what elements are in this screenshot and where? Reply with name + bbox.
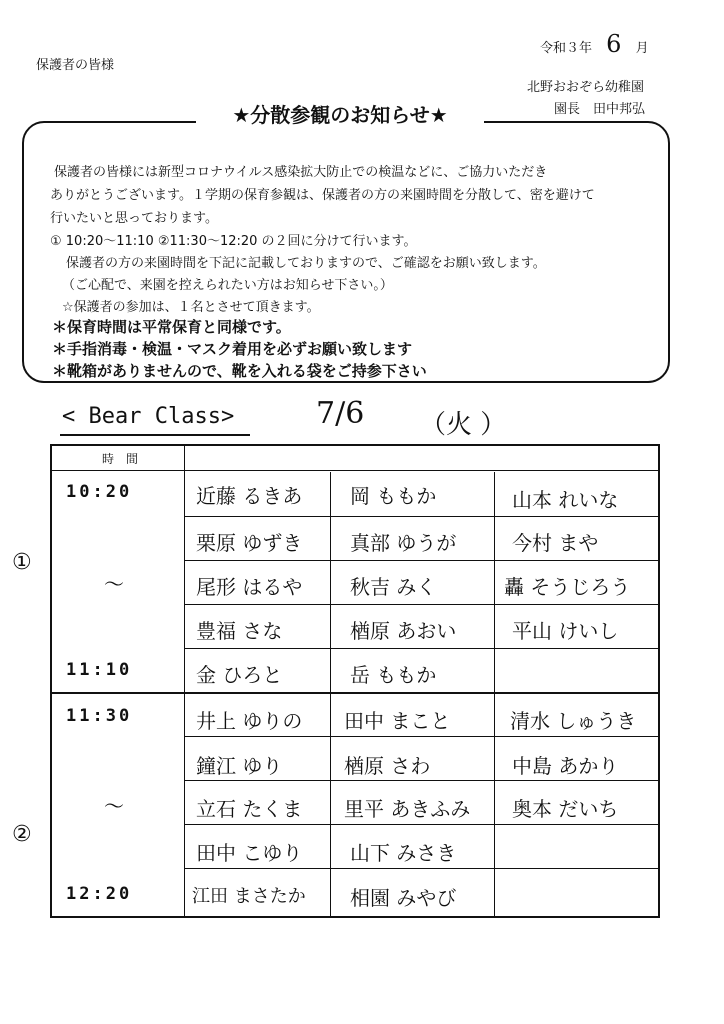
notice-line: ① 10:20～11:10 ②11:30～12:20 の２回に分けて行います。 [50,234,417,249]
child-name: 栗原 ゆずき [196,531,303,555]
month-unit: 月 [635,41,649,56]
child-name: 岡 ももか [350,484,437,508]
notice-bold-line: ＊手指消毒・検温・マスク着用を必ずお願い致します [52,340,413,358]
child-name: 山本 れいな [512,488,619,512]
child-name: 平山 けいし [512,619,619,643]
child-name: 山下 みさき [350,841,457,865]
child-name: 中島 あかり [512,754,619,778]
child-name: 真部 ゆうが [350,531,457,555]
child-name: 相園 みやび [350,886,457,910]
session-end-time: 12:20 [66,884,133,904]
notice-bold-line: ＊保育時間は平常保育と同様です。 [52,318,291,336]
notice-line: ありがとうございます。１学期の保育参観は、保護者の方の来園時間を分散して、密を避けて [50,188,595,203]
child-name: 岳 ももか [350,663,437,687]
notice-line: （ご心配で、来園を控えられたい方はお知らせ下さい。） [62,278,393,293]
child-name: 田中 こゆり [196,841,303,865]
time-header: 時 間 [102,452,139,466]
child-name: 轟 そうじろう [504,575,631,599]
notice-line: 保護者の皆様には新型コロナウイルス感染拡大防止での検温などに、ご協力いただき [54,165,548,180]
child-name: 江田 まさたか [192,886,306,907]
notice-line: 行いたいと思っております。 [50,211,218,226]
child-name: 楢原 あおい [350,619,457,643]
class-title: < Bear Class> [62,404,235,429]
session-marker: ① [12,550,32,575]
class-title-underline [60,434,250,436]
school-name: 北野おおぞら幼稚園 [527,80,645,95]
event-day: （火 ） [420,410,507,440]
child-name: 豊福 さな [196,619,283,643]
child-name: 金 ひろと [196,663,283,687]
child-name: 近藤 るきあ [196,484,303,508]
session-marker: ② [12,822,32,847]
child-name: 鐘江 ゆり [196,754,283,778]
event-date: 7/6 [316,396,365,431]
child-name: 秋吉 みく [350,575,437,599]
child-name: 清水 しゅうき [510,709,637,733]
child-name: 楢原 さわ [344,754,431,778]
date-prefix: 令和３年 [540,41,593,56]
session-end-time: 11:10 [66,660,133,680]
notice-line: ☆保護者の参加は、１名とさせて頂きます。 [62,300,320,315]
child-name: 奥本 だいち [512,797,619,821]
child-name: 尾形 はるや [196,575,303,599]
child-name: 里平 あきふみ [344,797,471,821]
notice-title: ★分散参観のお知らせ★ [196,98,484,132]
time-range-wave: 〜 [104,794,124,818]
notice-line: 保護者の方の来園時間を下記に記載しておりますので、ご確認をお願い致します。 [66,256,546,271]
child-name: 立石 たくま [196,797,303,821]
time-range-wave: 〜 [104,572,124,596]
session-start-time: 11:30 [66,706,133,726]
principal-name: 園長 田中邦弘 [554,102,646,117]
month-value: 6 [606,30,622,58]
child-name: 今村 まや [512,531,599,555]
addressee: 保護者の皆様 [36,58,115,73]
child-name: 田中 まこと [344,709,451,733]
child-name: 井上 ゆりの [196,709,303,733]
date-line [540,30,649,58]
session-start-time: 10:20 [66,482,133,502]
notice-bold-line: ＊靴箱がありませんので、靴を入れる袋をご持参下さい [52,362,427,380]
